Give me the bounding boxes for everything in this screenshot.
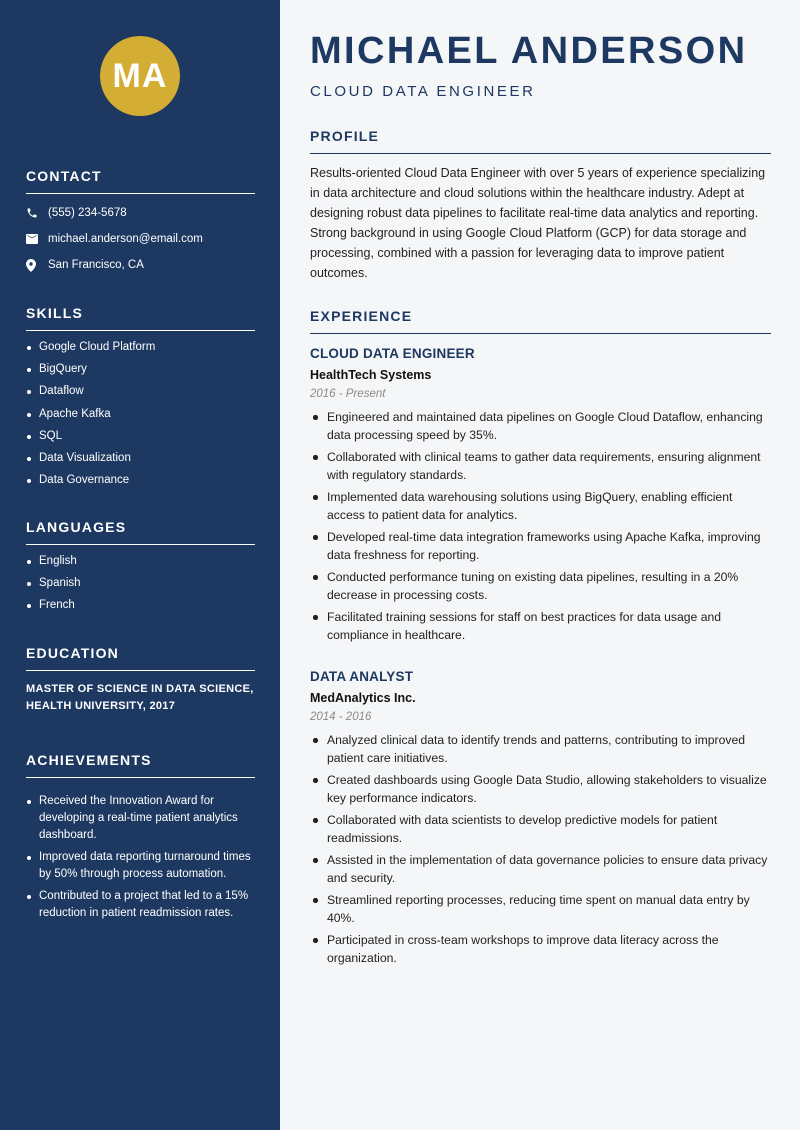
job-company: HealthTech Systems	[310, 368, 432, 382]
skill-item: Apache Kafka	[26, 406, 255, 423]
skill-item: Dataflow	[26, 383, 255, 400]
language-item: French	[26, 597, 255, 614]
job-bullet: Streamlined reporting processes, reducing time spent on manual data entry by 40%.	[310, 891, 771, 927]
avatar-initials: MA	[100, 36, 180, 116]
job-bullet: Collaborated with data scientists to develop predictive models for patient readmissions.	[310, 811, 771, 847]
profile-heading: PROFILE	[310, 128, 771, 154]
location-pin-icon	[26, 259, 48, 272]
languages-heading: LANGUAGES	[26, 519, 255, 545]
profile-text: Results-oriented Cloud Data Engineer with over 5 years of experience specializing in data architecture and cloud solutions within the healthcare industry. Adept at designing robust data pipelines to facilitate real-time data analytics and reporting. Strong background in using Google Cloud Platform (GCP) for data storage and processing, combined with a passion for leveraging data to improve patient outcomes.	[310, 166, 766, 281]
contact-section	[26, 168, 255, 278]
candidate-title: CLOUD DATA ENGINEER	[310, 83, 536, 100]
job-bullet: Conducted performance tuning on existing data pipelines, resulting in a 20% decrease in processing costs.	[310, 568, 771, 604]
skill-item: Data Governance	[26, 472, 255, 489]
skill-item: Data Visualization	[26, 450, 255, 467]
skill-item: SQL	[26, 428, 255, 445]
job-title: DATA ANALYST	[310, 669, 414, 684]
job-bullet: Participated in cross-team workshops to improve data literacy across the organization.	[310, 931, 771, 967]
job-bullet: Assisted in the implementation of data governance policies to ensure data privacy and security.	[310, 851, 771, 887]
language-item: Spanish	[26, 575, 255, 592]
job-title: CLOUD DATA ENGINEER	[310, 346, 475, 361]
job-bullet: Analyzed clinical data to identify trends and patterns, contributing to improved patient care initiatives.	[310, 731, 771, 767]
job-dates: 2014 - 2016	[310, 711, 372, 723]
job-bullets	[310, 408, 771, 644]
phone-text: (555) 234-5678	[48, 207, 127, 219]
skills-heading: SKILLS	[26, 305, 255, 331]
job-entry	[310, 669, 771, 971]
sidebar	[0, 0, 280, 1130]
candidate-name: MICHAEL ANDERSON	[310, 30, 748, 72]
contact-heading: CONTACT	[26, 168, 255, 194]
location-text: San Francisco, CA	[48, 259, 144, 271]
phone-icon	[26, 207, 48, 219]
skills-list	[26, 339, 255, 489]
contact-location	[26, 252, 255, 278]
education-section	[26, 645, 255, 715]
contact-phone	[26, 200, 255, 226]
languages-section	[26, 519, 255, 620]
job-dates: 2016 - Present	[310, 388, 386, 400]
skill-item: BigQuery	[26, 361, 255, 378]
job-bullet: Created dashboards using Google Data Studio, allowing stakeholders to visualize key performance indicators.	[310, 771, 771, 807]
achievement-item: Contributed to a project that led to a 15% reduction in patient readmission rates.	[26, 888, 255, 922]
achievements-heading: ACHIEVEMENTS	[26, 752, 255, 778]
job-bullet: Engineered and maintained data pipelines on Google Cloud Dataflow, enhancing data processing speed by 35%.	[310, 408, 771, 444]
job-bullet: Facilitated training sessions for staff on best practices for data usage and compliance in healthcare.	[310, 608, 771, 644]
achievements-list	[26, 793, 255, 922]
job-bullet: Developed real-time data integration frameworks using Apache Kafka, improving data freshness for reporting.	[310, 528, 771, 564]
job-bullet: Implemented data warehousing solutions using BigQuery, enabling efficient access to patient data for analytics.	[310, 488, 771, 524]
job-company: MedAnalytics Inc.	[310, 691, 416, 705]
languages-list	[26, 553, 255, 614]
job-bullet: Collaborated with clinical teams to gather data requirements, ensuring alignment with regulatory standards.	[310, 448, 771, 484]
language-item: English	[26, 553, 255, 570]
experience-heading: EXPERIENCE	[310, 308, 771, 334]
achievements-section	[26, 752, 255, 927]
achievement-item: Improved data reporting turnaround times by 50% through process automation.	[26, 849, 255, 883]
education-degree: MASTER OF SCIENCE IN DATA SCIENCE, HEALTH UNIVERSITY, 2017	[26, 683, 254, 712]
skills-section	[26, 305, 255, 494]
achievement-item: Received the Innovation Award for developing a real-time patient analytics dashboard.	[26, 793, 255, 844]
education-heading: EDUCATION	[26, 645, 255, 671]
email-text[interactable]: michael.anderson@email.com	[48, 233, 203, 245]
skill-item: Google Cloud Platform	[26, 339, 255, 356]
contact-email	[26, 226, 255, 252]
email-icon	[26, 234, 48, 244]
job-bullets	[310, 731, 771, 967]
job-entry	[310, 346, 771, 648]
